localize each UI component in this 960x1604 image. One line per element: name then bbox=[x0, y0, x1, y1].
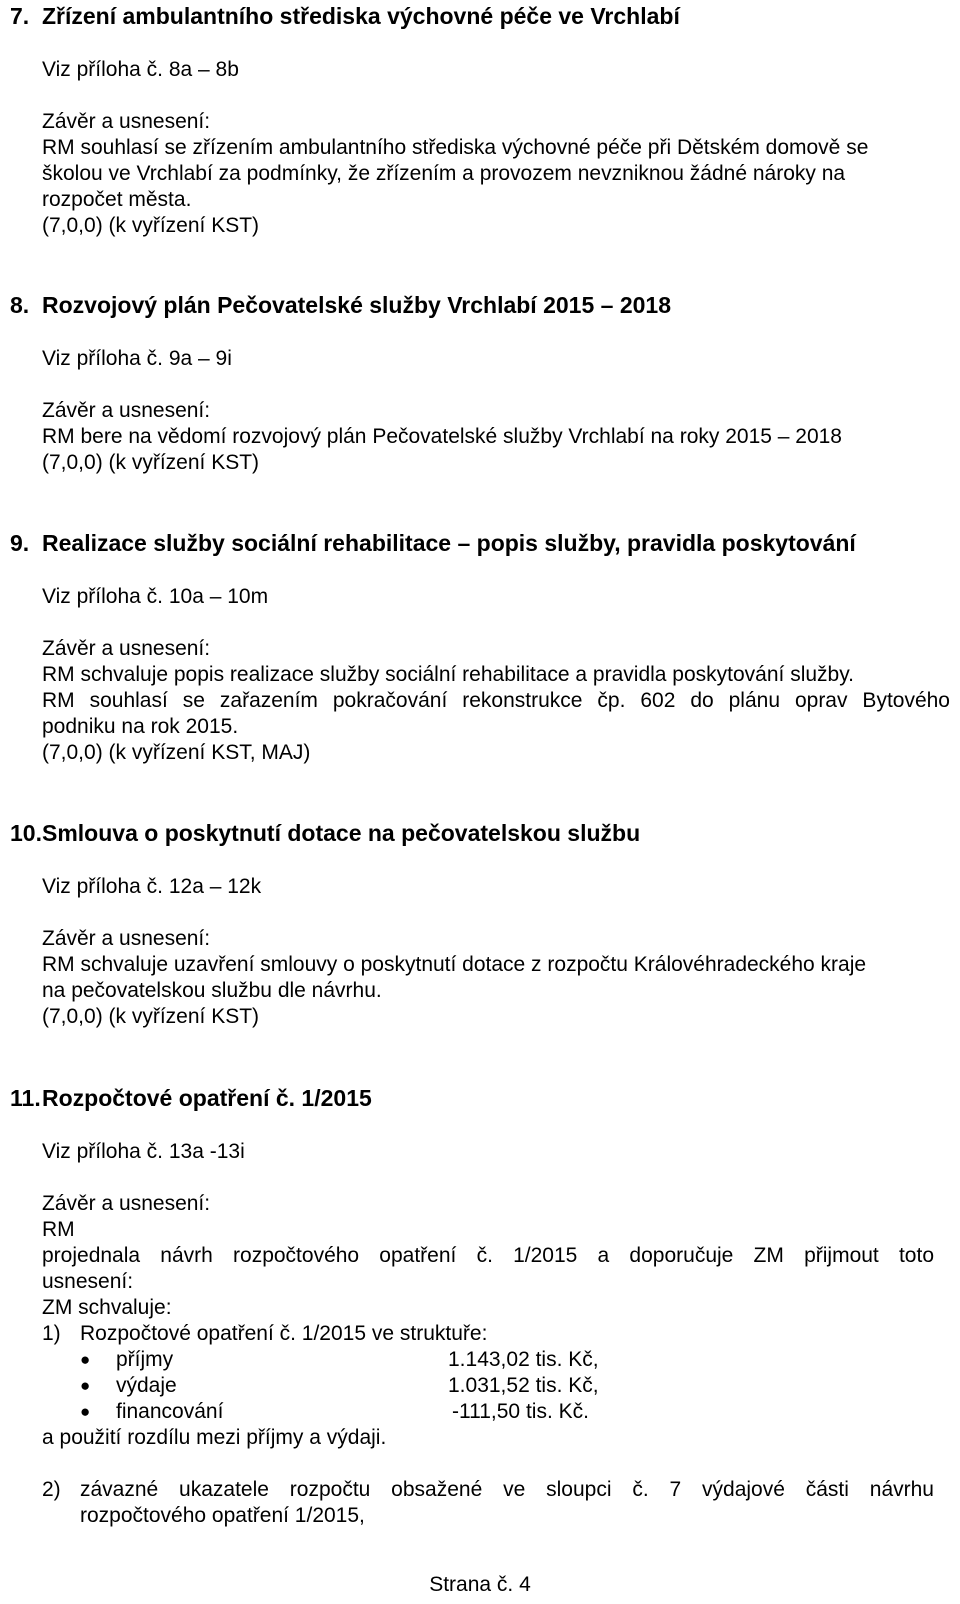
resolution-line: podniku na rok 2015. bbox=[42, 715, 239, 738]
zm-approves: ZM schvaluje: bbox=[42, 1296, 172, 1319]
section-heading bbox=[10, 291, 950, 319]
section-title: Realizace služby sociální rehabilitace – popis služby, pravidla poskytování bbox=[42, 530, 856, 556]
section-heading bbox=[10, 2, 950, 30]
list-item bbox=[42, 1321, 934, 1347]
vote-result: (7,0,0) (k vyřízení KST) bbox=[42, 1005, 260, 1028]
resolution-label: Závěr a usnesení: bbox=[42, 1192, 211, 1215]
resolution-label: Závěr a usnesení: bbox=[42, 637, 211, 660]
section-number: 10. bbox=[10, 820, 42, 846]
after-bullets-text: a použití rozdílu mezi příjmy a výdaji. bbox=[42, 1426, 387, 1449]
list-marker: 2) bbox=[42, 1478, 61, 1501]
list-text: Rozpočtové opatření č. 1/2015 ve struktuře: bbox=[80, 1322, 488, 1345]
section-number: 7. bbox=[10, 3, 30, 29]
section-heading bbox=[10, 1084, 950, 1112]
section-number: 11. bbox=[10, 1085, 41, 1111]
section-8 bbox=[10, 291, 950, 476]
vote-result: (7,0,0) (k vyřízení KST, MAJ) bbox=[42, 741, 311, 764]
section-heading bbox=[10, 819, 950, 847]
list-text: rozpočtového opatření 1/2015, bbox=[80, 1504, 365, 1527]
resolution-label: Závěr a usnesení: bbox=[42, 110, 211, 133]
resolution-line: RM bere na vědomí rozvojový plán Pečovatelské služby Vrchlabí na roky 2015 – 2018 bbox=[42, 425, 842, 448]
section-11 bbox=[10, 1084, 950, 1529]
budget-label: výdaje bbox=[116, 1374, 177, 1397]
budget-row-expenses bbox=[80, 1373, 934, 1399]
section-heading bbox=[10, 529, 950, 557]
resolution-label: Závěr a usnesení: bbox=[42, 399, 211, 422]
section-number: 9. bbox=[10, 530, 30, 556]
section-7 bbox=[10, 2, 950, 239]
section-title: Rozvojový plán Pečovatelské služby Vrchlabí 2015 – 2018 bbox=[42, 292, 671, 318]
budget-value: 1.031,52 tis. Kč, bbox=[448, 1374, 599, 1397]
resolution-line: usnesení: bbox=[42, 1270, 134, 1293]
budget-value: -111,50 tis. Kč. bbox=[452, 1400, 589, 1423]
resolution-line: na pečovatelskou službu dle návrhu. bbox=[42, 979, 382, 1002]
rm-label: RM bbox=[42, 1218, 75, 1241]
resolution-line: RM schvaluje uzavření smlouvy o poskytnutí dotace z rozpočtu Královéhradeckého kraje bbox=[42, 953, 867, 976]
page-number: Strana č. 4 bbox=[429, 1573, 531, 1596]
vote-result: (7,0,0) (k vyřízení KST) bbox=[42, 214, 260, 237]
bullet-icon: ● bbox=[80, 1350, 91, 1369]
budget-row-income bbox=[80, 1347, 934, 1373]
section-title: Zřízení ambulantního střediska výchovné péče ve Vrchlabí bbox=[42, 3, 680, 29]
resolution-line: školou ve Vrchlabí za podmínky, že zřízením a provozem nevzniknou žádné nároky na bbox=[42, 162, 846, 185]
resolution-line: RM schvaluje popis realizace služby sociální rehabilitace a pravidla poskytování služby. bbox=[42, 663, 855, 686]
section-title: Smlouva o poskytnutí dotace na pečovatelskou službu bbox=[42, 820, 641, 846]
vote-result: (7,0,0) (k vyřízení KST) bbox=[42, 451, 260, 474]
budget-label: financování bbox=[116, 1400, 224, 1423]
list-marker: 1) bbox=[42, 1322, 61, 1345]
resolution-line: rozpočet města. bbox=[42, 188, 192, 211]
section-9 bbox=[10, 529, 950, 766]
section-10 bbox=[10, 819, 950, 1030]
attachment-ref: Viz příloha č. 10a – 10m bbox=[42, 585, 269, 608]
section-number: 8. bbox=[10, 292, 30, 318]
budget-row-financing bbox=[80, 1399, 934, 1425]
resolution-line: RM souhlasí se zařazením pokračování rekonstrukce čp. 602 do plánu oprav Bytového bbox=[42, 689, 950, 712]
budget-value: 1.143,02 tis. Kč, bbox=[448, 1348, 599, 1371]
resolution-line: RM souhlasí se zřízením ambulantního střediska výchovné péče při Dětském domově se bbox=[42, 136, 869, 159]
attachment-ref: Viz příloha č. 13a -13i bbox=[42, 1140, 245, 1163]
attachment-ref: Viz příloha č. 8a – 8b bbox=[42, 58, 239, 81]
budget-label: příjmy bbox=[116, 1348, 174, 1371]
attachment-ref: Viz příloha č. 9a – 9i bbox=[42, 347, 232, 370]
attachment-ref: Viz příloha č. 12a – 12k bbox=[42, 875, 262, 898]
resolution-line: projednala návrh rozpočtového opatření č. 1/2015 a doporučuje ZM přijmout toto bbox=[42, 1244, 934, 1267]
resolution-label: Závěr a usnesení: bbox=[42, 927, 211, 950]
section-title: Rozpočtové opatření č. 1/2015 bbox=[42, 1085, 372, 1111]
list-text: závazné ukazatele rozpočtu obsažené ve sloupci č. 7 výdajové části návrhu bbox=[80, 1478, 934, 1501]
bullet-icon: ● bbox=[80, 1376, 91, 1395]
bullet-icon: ● bbox=[80, 1402, 91, 1421]
list-item bbox=[42, 1477, 934, 1529]
